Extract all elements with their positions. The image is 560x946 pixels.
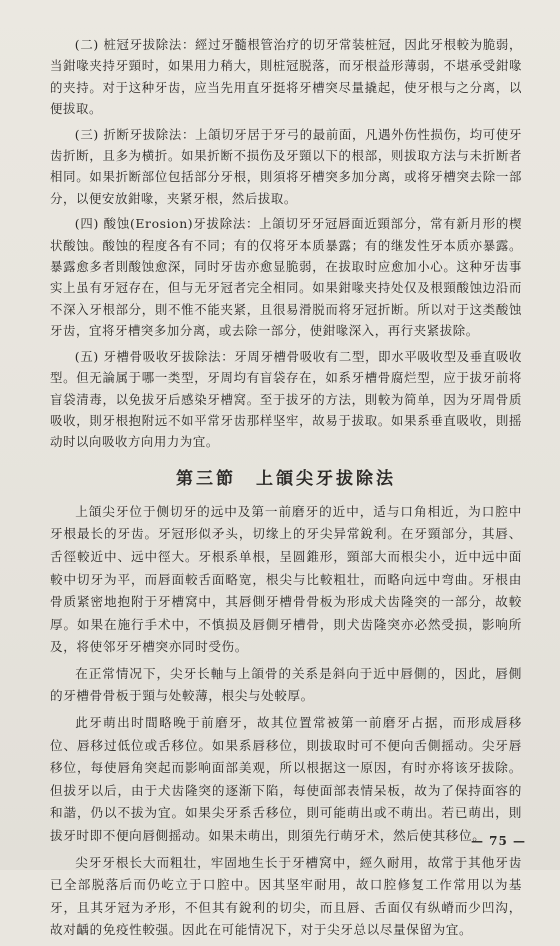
paragraph-canine-axis: 在正常情况下，尖牙长軸与上頜骨的关系是斜向于近中唇側的，因此，唇側的牙槽骨骨板于頸与处較薄，根尖与处較厚。 (50, 665, 522, 704)
paragraph-canine-anatomy: 上頜尖牙位于侧切牙的远中及第一前磨牙的近中，适与口角相近，为口腔中牙根最长的牙齿。牙冠形似矛头，切缘上的牙尖异常銳利。在牙頸部分，其唇、舌徑較近中、远中徑大。牙根系单根，呈圆錐形，頸部大而根尖小，近中远中面較中切牙为平，而唇面較舌面略宽，根尖与比較粗壮，而略向远中弯曲。牙根由骨质紧密地抱附于牙槽窝中，其唇側牙槽骨骨板为形成犬齿隆突的一部分，故較厚。如果在施行手术中，不慎损及唇側牙槽骨，則犬齿隆突亦必然受损，影响所及，将使邻牙牙槽突亦同时受伤。 (50, 503, 522, 655)
paragraph-canine-preservation: 尖牙牙根长大而粗壮，牢固地生长于牙槽窝中，經久耐用，故常于其他牙齿已全部脱落后而仍屹立于口腔中。因其坚牢耐用，故口腔修复工作常用以为基牙，且其牙冠为矛形，不但其有銳利的切尖，而且唇、舌面仅有纵嵴而少凹沟，故对齲的免疫性較强。因此在可能情况下，对于尖牙总以尽量保留为宜。 (50, 854, 522, 938)
section-title: 第三節 上頜尖牙拔除法 (176, 468, 396, 489)
page-content (50, 34, 522, 946)
paragraph-post-crown-extraction: (二) 桩冠牙拔除法：經过牙髓根管治疗的切牙常装桩冠，因此牙根較为脆弱，当鉗喙夹持牙頸时，如果用力稍大，則桩冠脱落，而牙根益形薄弱，不堪承受鉗喙的夹持。对于这种牙齿，应当先用直牙挺将牙槽突尽量撬起，使牙根与之分离，以便拔取。 (50, 37, 522, 117)
paragraph-fractured-tooth-extraction: (三) 折断牙拔除法：上頜切牙居于牙弓的最前面，凡遇外伤性损伤，均可使牙齿折断，且多为横折。如果折断不损伤及牙頸以下的根部，则拔取方法与未折断者相同。如果折断部位包括部分牙根，則須将牙槽突多加分离，或将牙槽突去除一部分，以便安放鉗喙，夹紧牙根，然后拔取。 (50, 126, 522, 206)
paragraph-alveolar-resorption-extraction: (五) 牙槽骨吸收牙拔除法：牙周牙槽骨吸收有二型，即水平吸收型及垂直吸收型。但无論属于哪一类型，牙周均有盲袋存在，如系牙槽骨腐烂型，应于拔牙前将盲袋清毒，以免拔牙后感染牙槽窝。至于拔牙的方法，則較为简单，因为牙周骨质吸收，則牙根抱附远不如平常牙齿那样坚牢，故易于拔取。如果系垂直吸收，則摇动时以向吸收方向用力为宜。 (50, 348, 522, 450)
page-number: — 75 — (470, 834, 526, 848)
section-body (50, 501, 522, 942)
paragraph-canine-eruption: 此牙萌出时間略晚于前磨牙，故其位置常被第一前磨牙占据，而形成唇移位、唇移过低位或舌移位。如果系唇移位，則拔取时可不便向舌側摇动。尖牙唇移位，每使唇角突起而影响面部美观，所以根据这一原因，有时亦将该牙拔除。但拔牙以后，由于犬齿隆突的逐渐下陷，每使面部表情呆板，故为了保持面容的和諧，仍以不拔为宜。如果尖牙系舌移位，則可能萌出或不萌出。若已萌出，則拔牙时即不便向唇側摇动。如果未萌出，則須先行萌牙术，然后使其移位。 (50, 715, 522, 844)
paragraph-erosion-tooth-extraction: (四) 酸蚀(Erosion)牙拔除法：上頜切牙牙冠唇面近頸部分，常有新月形的楔状酸蚀。酸蚀的程度各有不同；有的仅将牙本质暴露；有的继发性牙本质亦暴露。暴露愈多者則酸蚀愈深，同时牙齿亦愈显脆弱，在拔取时应愈加小心。这种牙齿事实上虽有牙冠存在，但与无牙冠者完全相同。如果鉗喙夹持处仅及根頸酸蚀边沿而不深入牙根部分，則不惟不能夹紧，且很易滑脱而将牙冠折断。所以对于这类酸蚀牙齿，宜将牙槽突多加分离，或去除一部分，使鉗喙深入，再行夹紧拔除。 (50, 216, 522, 339)
